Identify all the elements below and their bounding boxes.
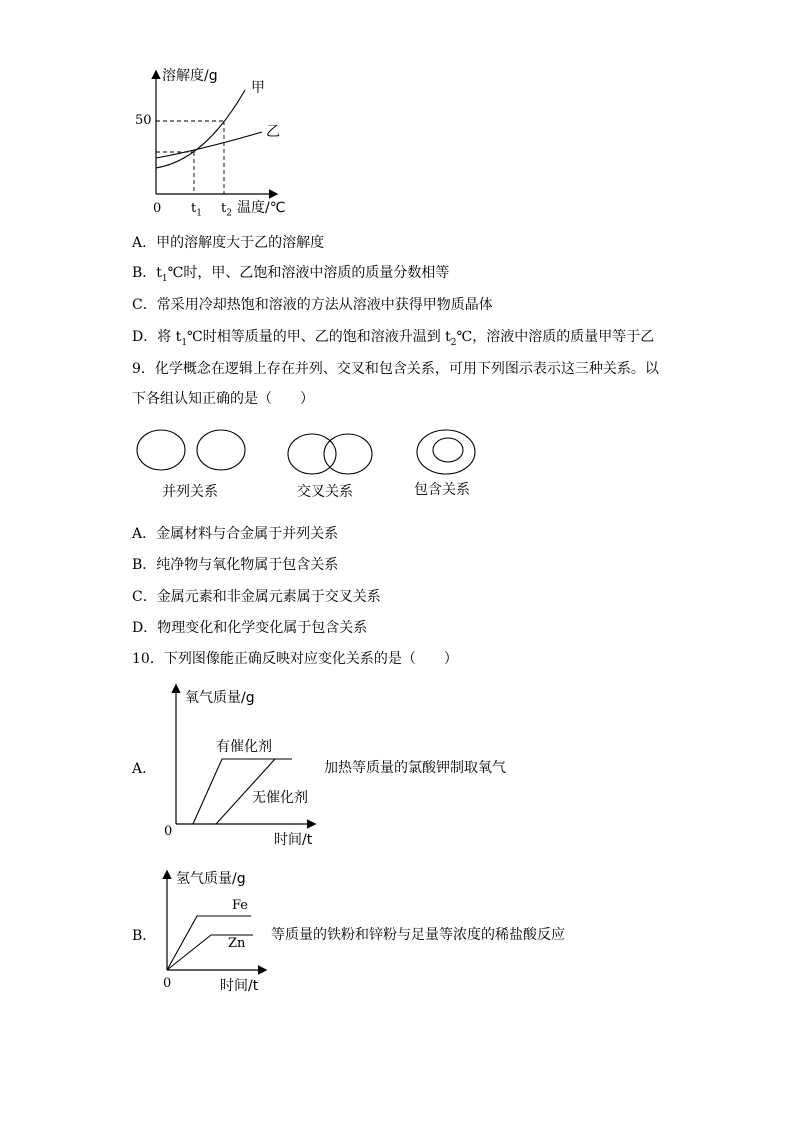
q9-option-a: A．金属材料与合金属于并列关系 [132,526,339,542]
q8-option-b: B．$t_1℃$时，甲、乙饱和溶液中溶质的质量分数相等 [132,265,450,284]
oxygen-y-label: 氧气质量/g [185,690,255,706]
q10-option-a-desc: 加热等质量的氯酸钾制取氧气 [324,760,506,776]
q10-option-b-letter: B． [132,928,157,944]
hydrogen-origin: 0 [163,976,172,991]
q8-option-c: C．常采用冷却热饱和溶液的方法从溶液中获得甲物质晶体 [132,297,493,313]
y-axis-label: 溶解度/g [162,68,218,84]
oxygen-origin: 0 [164,824,173,839]
label-fe: Fe [232,898,249,913]
label-contain: 包含关系 [414,482,470,498]
q10-stem: 10．下列图像能正确反映对应变化关系的是（ ） [132,651,458,667]
label-parallel: 并列关系 [162,484,218,500]
q9-option-b: B．纯净物与氧化物属于包含关系 [132,557,339,573]
label-with-catalyst: 有催化剂 [216,739,272,755]
q10-option-a-letter: A． [132,761,157,777]
hydrogen-x-label: 时间/t [220,978,259,994]
origin-label: 0 [153,201,162,216]
y-tick-50: 50 [135,113,152,128]
x-axis-label: 温度/℃ [237,200,286,216]
t2-label: $t_2$ [221,201,232,219]
curve-yi-label: 乙 [266,124,280,140]
q9-option-c: C．金属元素和非金属元素属于交叉关系 [132,589,381,605]
label-without-catalyst: 无催化剂 [252,790,308,806]
q9-stem-line1: 9．化学概念在逻辑上存在并列、交叉和包含关系，可用下列图示表示这三种关系。以 [132,361,659,377]
q8-option-d: D．将 $t_1℃$时相等质量的甲、乙的饱和溶液升温到 $t_2℃$，溶液中溶质的质量甲等于乙 [132,329,655,348]
t1-label: $t_1$ [191,201,202,219]
q10-option-b-desc: 等质量的铁粉和锌粉与足量等浓度的稀盐酸反应 [271,927,565,943]
oxygen-x-label: 时间/t [274,832,313,848]
label-zn: Zn [228,936,246,951]
label-cross: 交叉关系 [297,484,353,500]
curve-jia-label: 甲 [251,80,265,96]
q9-option-d: D．物理变化和化学变化属于包含关系 [132,620,368,636]
hydrogen-y-label: 氢气质量/g [176,871,246,887]
q9-stem-line2: 下各组认知正确的是（ ） [132,391,314,407]
q8-option-a: A．甲的溶解度大于乙的溶解度 [132,235,325,251]
